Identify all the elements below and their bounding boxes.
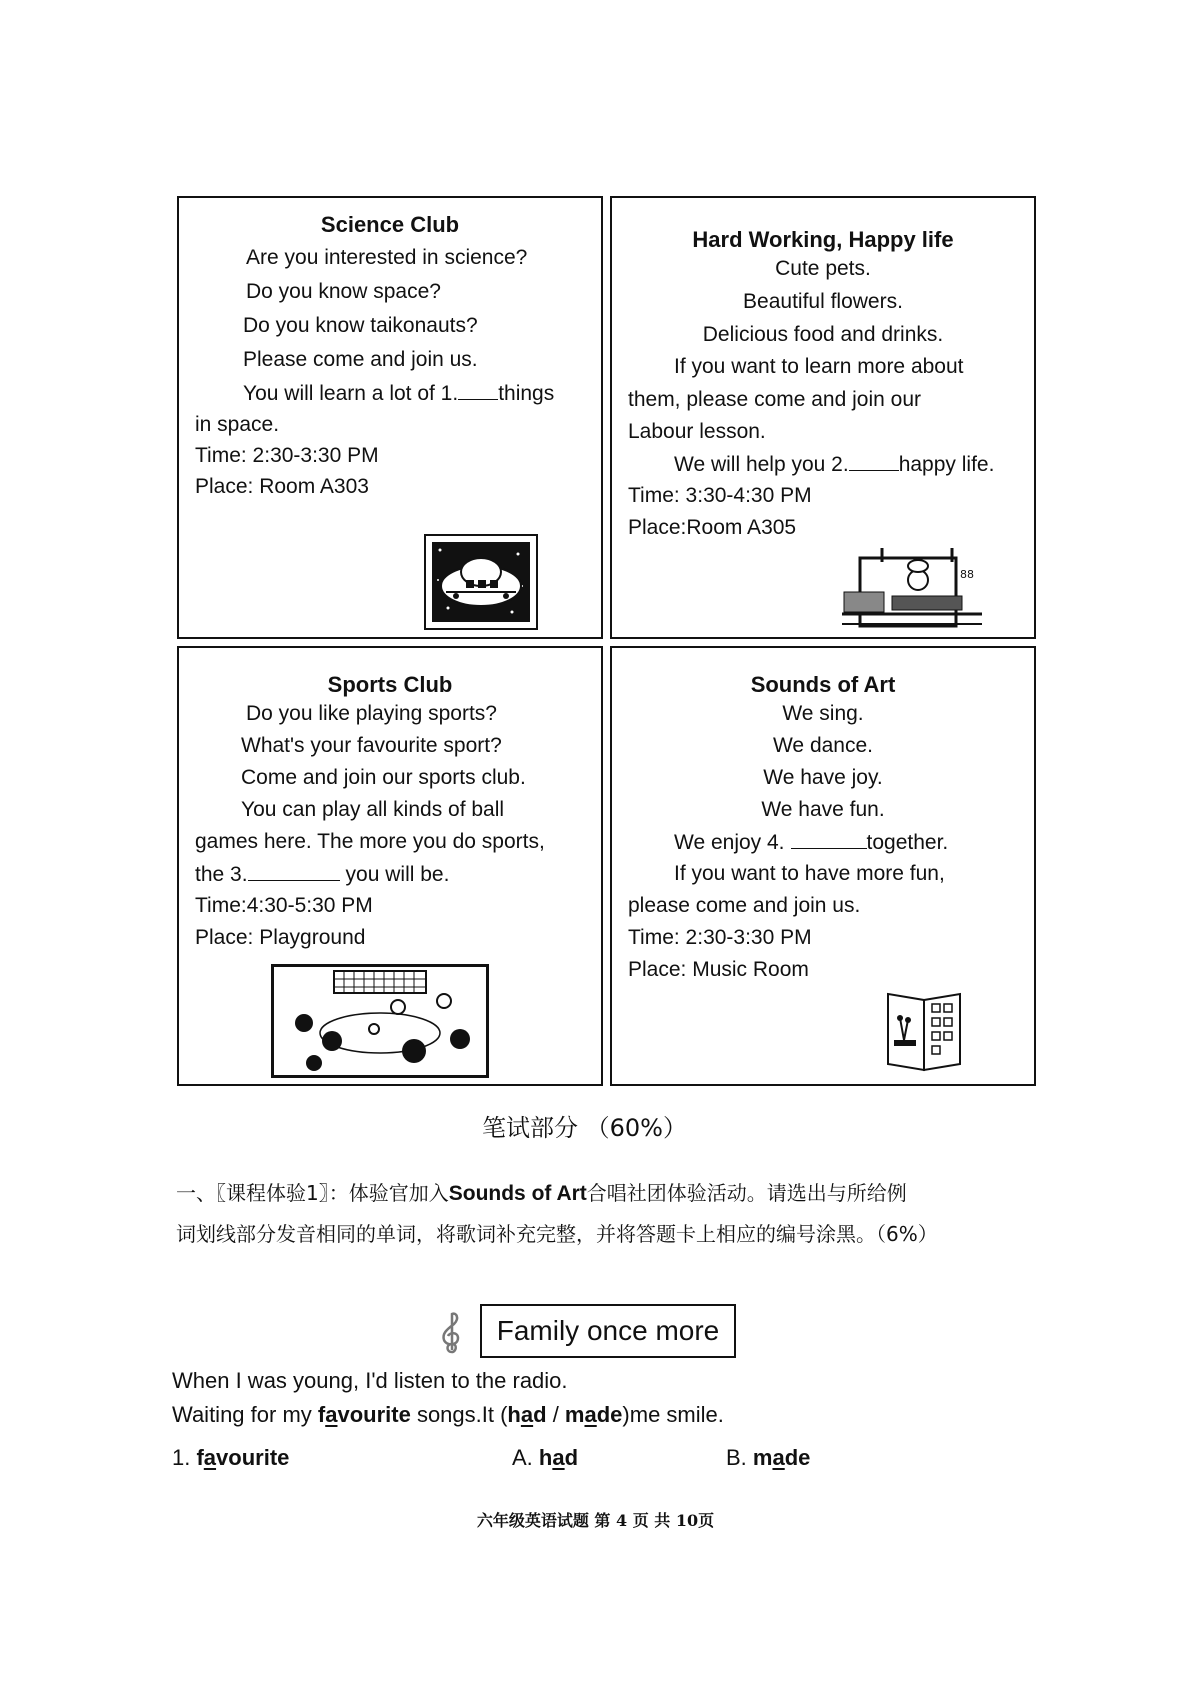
card-text: If you want to have more fun,: [674, 862, 945, 885]
science-club-card: [177, 196, 603, 639]
card-text: Cute pets.: [775, 257, 871, 280]
question-letter: f: [196, 1445, 204, 1470]
lyric-option-had[interactable]: [507, 1402, 546, 1427]
option-label: A.: [512, 1445, 539, 1470]
lyric-letter: d: [533, 1402, 547, 1427]
card-text: Do you know space?: [246, 280, 441, 303]
card-time: Time: 2:30-3:30 PM: [195, 444, 379, 467]
blank-question-3: [195, 862, 449, 887]
card-text: We sing.: [782, 702, 864, 725]
blank-question-4: [674, 830, 948, 855]
card-text: Do you like playing sports?: [246, 702, 497, 725]
card-title: Sounds of Art: [750, 672, 896, 697]
card-text: Do you know taikonauts?: [243, 314, 478, 337]
underlined-letter: a: [520, 1402, 534, 1427]
lyric-letter: h: [507, 1402, 521, 1427]
art-room-illustration: [884, 990, 964, 1072]
card-text: If you want to learn more about: [674, 355, 964, 378]
card-title: Sports Club: [327, 672, 453, 697]
card-text: Delicious food and drinks.: [702, 323, 944, 346]
lyric-letter: de: [596, 1402, 623, 1427]
card-text: You can play all kinds of ball: [241, 798, 505, 821]
card-title: Science Club: [320, 212, 460, 237]
question-number: 1.: [172, 1445, 197, 1470]
question-1-option-b[interactable]: [726, 1445, 810, 1471]
card-text: games here. The more you do sports,: [195, 830, 545, 853]
question-1-option-a[interactable]: [512, 1445, 578, 1471]
lyric-letter: vourite: [337, 1402, 411, 1427]
card-text: Are you interested in science?: [246, 246, 528, 269]
lyric-text: songs.It (: [410, 1402, 508, 1427]
section-title: 笔试部分 （60%）: [482, 1114, 687, 1142]
underlined-letter: a: [325, 1402, 338, 1427]
answer-blank-3[interactable]: [248, 862, 340, 881]
underlined-letter: a: [552, 1445, 565, 1470]
option-letter: d: [564, 1445, 579, 1470]
playground-illustration: [271, 964, 489, 1078]
underlined-letter: a: [584, 1402, 597, 1427]
lyric-keyword-favourite: [318, 1402, 411, 1427]
card-text: Labour lesson.: [628, 420, 766, 443]
lyric-line-1: When I was young, I'd listen to the radio.: [172, 1368, 568, 1393]
card-text: We have fun.: [761, 798, 885, 821]
card-text: them, please come and join our: [628, 388, 922, 411]
sports-club-card: [177, 646, 603, 1086]
card-text: Beautiful flowers.: [743, 290, 903, 313]
answer-blank-1[interactable]: [458, 381, 498, 400]
blank-question-2: [674, 452, 994, 477]
card-text: Please come and join us.: [243, 348, 478, 371]
card-text: What's your favourite sport?: [241, 734, 502, 757]
card-text: We have joy.: [763, 766, 883, 789]
underlined-letter: a: [772, 1445, 785, 1470]
blank-question-1: [243, 381, 554, 406]
spaceship-illustration: [424, 534, 538, 630]
card-text: Come and join our sports club.: [241, 766, 526, 789]
lyric-option-made[interactable]: [565, 1402, 623, 1427]
card-text: We dance.: [772, 734, 873, 757]
card-place: Place: Music Room: [628, 958, 809, 981]
card-place: Place: Room A303: [195, 475, 369, 498]
option-letter: m: [752, 1445, 773, 1470]
treble-clef-icon: [438, 1310, 464, 1354]
card-place: Place:Room A305: [628, 516, 797, 539]
card-text: please come and join us.: [628, 894, 861, 917]
card-text: happy life.: [898, 453, 995, 476]
svg-text:88: 88: [960, 568, 974, 581]
option-letter: h: [538, 1445, 553, 1470]
option-letter: de: [784, 1445, 811, 1470]
card-place: Place: Playground: [195, 926, 366, 949]
lyric-letter: m: [564, 1402, 585, 1427]
song-title: Family once more: [496, 1315, 720, 1346]
sounds-of-art-card: [610, 646, 1036, 1086]
question-letter: vourite: [216, 1445, 290, 1470]
kitchen-chef-illustration: [842, 548, 982, 630]
answer-blank-4[interactable]: [791, 830, 867, 849]
card-text: you will be.: [345, 863, 450, 886]
card-time: Time: 2:30-3:30 PM: [628, 926, 812, 949]
lyric-text: /: [546, 1402, 565, 1427]
card-text: We will help you 2.: [674, 453, 849, 476]
underlined-letter: a: [203, 1445, 217, 1470]
card-text: We enjoy 4.: [674, 831, 785, 854]
instruction-text: 合唱社团体验活动。请选出与所给例: [586, 1181, 907, 1205]
card-time: Time: 3:30-4:30 PM: [628, 484, 812, 507]
labour-lesson-card: [610, 196, 1036, 639]
lyric-text: )me smile.: [622, 1402, 724, 1427]
card-text: things: [498, 382, 555, 405]
instruction-text: 一、〖课程体验1〗：体验官加入: [176, 1181, 449, 1205]
card-text: You will learn a lot of 1.: [243, 382, 459, 405]
card-time: Time:4:30-5:30 PM: [195, 894, 373, 917]
instruction-line-2: 词划线部分发音相同的单词，将歌词补充完整，并将答题卡上相应的编号涂黑。（6%）: [176, 1222, 938, 1246]
page-footer: 六年级英语试题 第 4 页 共 10页: [476, 1511, 715, 1530]
lyric-text: Waiting for my: [172, 1402, 318, 1427]
card-title: Hard Working, Happy life: [692, 227, 954, 252]
card-text: together.: [866, 831, 949, 854]
lyric-letter: f: [317, 1402, 326, 1427]
option-label: B.: [726, 1445, 753, 1470]
card-text: the 3.: [195, 863, 248, 886]
answer-blank-2[interactable]: [849, 452, 899, 471]
instruction-club-name: Sounds of Art: [448, 1182, 587, 1205]
lyric-line-2: [172, 1402, 724, 1428]
instruction-line-1: [176, 1177, 907, 1206]
card-text: in space.: [195, 413, 280, 436]
question-1-word: [172, 1445, 289, 1471]
song-title-box: [480, 1304, 736, 1358]
